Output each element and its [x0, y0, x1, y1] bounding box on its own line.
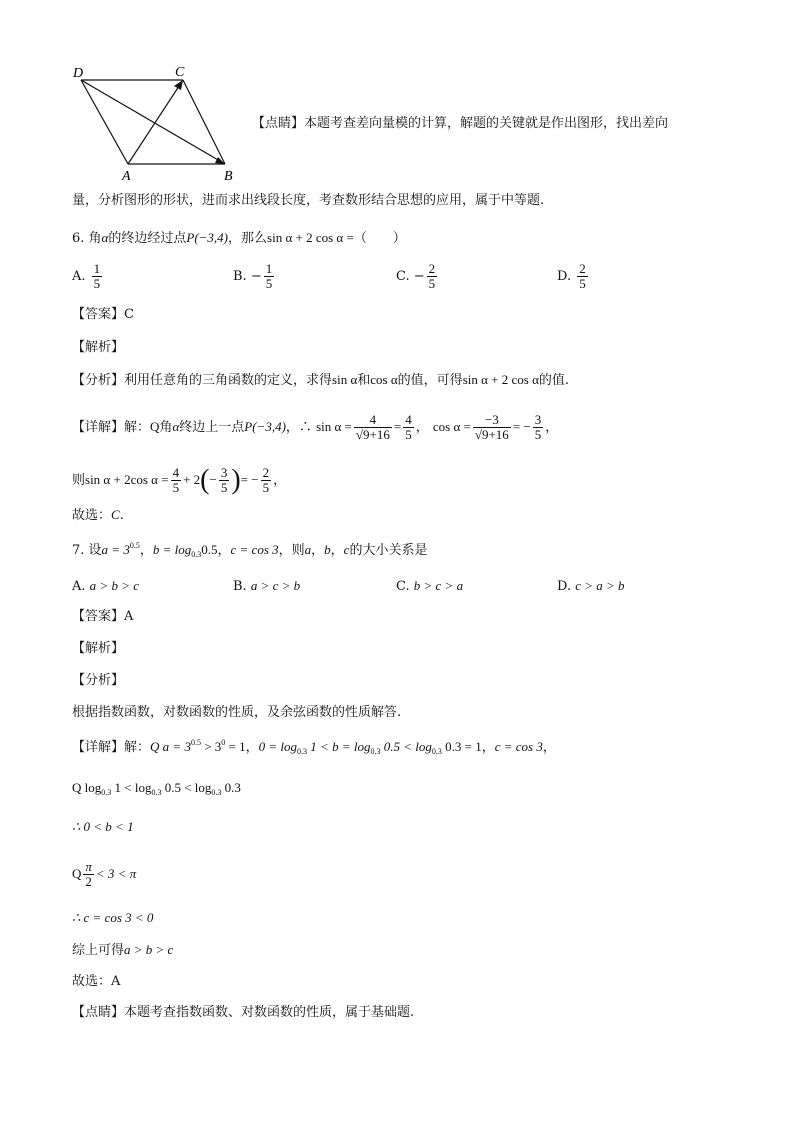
- q6-option-c-frac: [427, 262, 438, 291]
- q6-fenxi-cos: cos α: [370, 372, 398, 387]
- q7-va: a: [304, 542, 312, 557]
- q7-step2-sub3: 0.3: [211, 788, 222, 797]
- q6-detail-e: ，: [415, 420, 429, 435]
- q6-option-a-num: 1: [93, 261, 101, 276]
- q6-sin-den: √9+16: [355, 427, 390, 442]
- q7-step1-d-sub2: 0.3: [370, 747, 381, 756]
- q6-cos-num2: 3: [534, 412, 542, 427]
- q6-then-n1: 4: [172, 465, 180, 480]
- q7-step1-b: > 3: [200, 739, 222, 754]
- q6-stem-c: ，那么: [228, 231, 268, 246]
- q7-c-def: c = cos 3: [230, 542, 279, 557]
- q6-then-end: ，: [273, 473, 287, 488]
- q7-sep-1: ，: [139, 543, 153, 558]
- q7-sep-3: ，: [311, 543, 325, 558]
- q7-sum-expr: a > b > c: [124, 942, 174, 957]
- q6-fenxi-c: 的值.: [538, 373, 570, 388]
- q6-then-frac1: [171, 466, 182, 495]
- q7-step3: [72, 817, 134, 838]
- q6-sin-num: 4: [369, 412, 377, 427]
- q7-step2: [72, 778, 241, 799]
- q6-option-d-num: 2: [579, 261, 586, 276]
- q6-then-frac3: [261, 466, 272, 495]
- vector-AC: [128, 80, 183, 164]
- q7-step2-a: Q log: [72, 780, 102, 795]
- q7-option-d-expr: c > a > b: [575, 578, 625, 593]
- q6-fenxi-he: 和: [357, 373, 371, 388]
- q6-cos-eq: = −: [512, 419, 531, 434]
- q6-stem-a: 6. 角: [72, 231, 102, 246]
- q6-select-label: 故选：: [72, 508, 112, 523]
- q6-fenxi-expr: sin α + 2 cos α: [462, 372, 539, 387]
- q7-option-b: [233, 576, 300, 597]
- q6-option-d-den: 5: [579, 276, 586, 291]
- q6-sin-frac2: [403, 413, 414, 442]
- q6-fenxi-tag: 【分析】: [72, 373, 125, 388]
- q7-fenxi-text: [72, 703, 401, 723]
- q6-fenxi-sin: sin α: [332, 372, 358, 387]
- q6-detail-q: Q: [150, 419, 160, 434]
- q7-answer: [72, 607, 133, 627]
- comment-text-1: 本题考查差向量模的计算，解题的关键就是作出图形，找出差向: [304, 116, 669, 131]
- q6-detail-c: 终边上一点: [179, 420, 245, 435]
- q7-option-b-label: B.: [233, 579, 247, 594]
- q6-then: [72, 466, 286, 495]
- q6-cos-lhs: cos α =: [432, 419, 471, 434]
- q7-step4: [72, 860, 136, 889]
- q6-detail: [72, 413, 558, 442]
- q7-stem-b: ，则: [278, 543, 305, 558]
- q7-a-exp: 0.5: [129, 541, 140, 550]
- q7-detail: [72, 737, 556, 758]
- q6-detail-point: P(−3,4): [244, 419, 286, 434]
- q6-then-d3: 5: [262, 480, 270, 495]
- label-A: A: [122, 169, 131, 184]
- label-B: B: [224, 169, 233, 184]
- q6-stem-b: 的终边经过点: [108, 231, 187, 246]
- q7-b-sub: 0.3: [191, 550, 202, 559]
- q7-stem-c: 的大小关系是: [349, 543, 428, 558]
- parallelogram-figure: [70, 62, 240, 184]
- edge-DA: [81, 80, 128, 164]
- q6-option-b-sign: −: [250, 269, 262, 284]
- q6-answer-tag: 【答案】: [72, 307, 125, 322]
- q7-step1-d2: 1 < b = log: [307, 739, 371, 754]
- q6-cos-num: −3: [484, 412, 499, 427]
- q6-then-a: 则: [72, 473, 86, 488]
- q6-alpha: α: [101, 230, 109, 245]
- q7-step1-exp: 0.5: [190, 738, 201, 747]
- q6-detail-b: 角: [159, 420, 173, 435]
- q7-step1: Q a = 3: [150, 739, 191, 754]
- q7-b-arg: 0.5: [201, 542, 218, 557]
- q7-comment-tag: 【点睛】: [72, 1005, 125, 1020]
- q6-stem-d: （ ）: [353, 231, 406, 246]
- q6-then-neg: −: [209, 472, 217, 487]
- prev-comment-line2: [72, 191, 544, 211]
- q7-a-def: a = 3: [101, 542, 130, 557]
- q6-option-c: [396, 262, 439, 291]
- q7-option-c-label: C.: [396, 579, 410, 594]
- q7-vc: c: [343, 542, 350, 557]
- q7-detail-sep2: ，: [481, 740, 495, 755]
- q7-option-b-expr: a > c > b: [250, 578, 301, 593]
- q7-option-a: [72, 576, 139, 597]
- q7-step2-b: 1 < log: [111, 780, 152, 795]
- q7-step1-d3: 0.5 < log: [380, 739, 432, 754]
- q7-step1-e: c = cos 3: [494, 739, 543, 754]
- q6-point: P(−3,4): [186, 230, 229, 245]
- q6-expr: sin α + 2 cos α =: [267, 230, 354, 245]
- q6-then-plus: + 2: [183, 472, 201, 487]
- q7-step5: [72, 908, 153, 929]
- q6-option-b-label: B.: [233, 269, 247, 284]
- q7-option-c-expr: b > c > a: [413, 578, 464, 593]
- q7-vb: b: [324, 542, 331, 557]
- q7-sep-4: ，: [330, 543, 344, 558]
- q6-jiexi-tag: 【解析】: [72, 340, 125, 355]
- q7-step4-q: Q: [72, 866, 82, 881]
- label-D: D: [73, 66, 84, 81]
- q7-comment: [72, 1003, 414, 1023]
- q7-select-text: 故选：A: [72, 974, 121, 989]
- q7-option-d: [557, 576, 625, 597]
- q7-sum-a: 综上可得: [72, 943, 125, 958]
- q7-stem: [72, 540, 427, 561]
- q7-fenxi: [72, 671, 124, 691]
- comment-text-2: 量，分析图形的形状，进而求出线段长度，考查数形结合思想的应用，属于中等题.: [72, 193, 545, 208]
- q6-detail-tag: 【详解】: [72, 420, 125, 435]
- q6-option-b-den: 5: [265, 276, 273, 291]
- q6-sin-lhs: sin α =: [316, 419, 352, 434]
- q6-option-b-num: 1: [265, 261, 273, 276]
- q6-jiexi: [72, 338, 124, 358]
- q6-detail-d: ，∴: [285, 420, 312, 435]
- q6-sin-den2: 5: [405, 427, 412, 442]
- q6-answer: [72, 305, 134, 325]
- q7-summary: [72, 940, 173, 961]
- q7-detail-tag: 【详解】: [72, 740, 125, 755]
- q7-option-a-label: A.: [72, 579, 86, 594]
- prev-comment-line1: [252, 114, 668, 134]
- q6-select-end: .: [119, 508, 124, 523]
- q7-step2-d: 0.3: [221, 780, 241, 795]
- q6-sin-num2: 4: [405, 412, 412, 427]
- q6-then-d2: 5: [220, 480, 228, 495]
- q7-step2-c: 0.5 < log: [161, 780, 212, 795]
- q6-select-value: C: [111, 507, 120, 522]
- q7-step1-d-sub3: 0.3: [431, 747, 442, 756]
- q7-option-a-expr: a > b > c: [89, 578, 139, 593]
- q6-sin-eq: =: [393, 419, 402, 434]
- q7-jiexi-tag: 【解析】: [72, 641, 125, 656]
- q7-jiexi: [72, 639, 124, 659]
- q7-option-d-label: D.: [557, 579, 572, 594]
- q7-b-def: b = log: [152, 542, 192, 557]
- q7-select: [72, 972, 120, 992]
- q6-option-a-label: A.: [72, 269, 86, 284]
- q7-option-c: [396, 576, 463, 597]
- q6-paren-right: ): [231, 464, 241, 496]
- q6-cos-den2: 5: [534, 427, 542, 442]
- q6-stem: [72, 228, 406, 249]
- q7-fenxi-body: 根据指数函数，对数函数的性质，及余弦函数的性质解答.: [72, 705, 402, 720]
- q7-step1-d4: 0.3 = 1: [441, 739, 482, 754]
- q7-detail-sep3: ，: [542, 740, 556, 755]
- q7-step1-c: = 1: [225, 739, 246, 754]
- q6-option-a-frac: [92, 262, 103, 291]
- q6-paren-left: (: [200, 464, 210, 496]
- q7-step4-frac: [83, 860, 94, 889]
- q6-option-c-label: C.: [396, 269, 410, 284]
- q7-answer-tag: 【答案】: [72, 609, 125, 624]
- q6-select: [72, 505, 124, 526]
- q7-stem-a: 7. 设: [72, 543, 102, 558]
- q6-detail-f: ，: [545, 420, 559, 435]
- q7-step1-exp2: 0: [221, 738, 226, 747]
- q6-option-d-frac: [577, 262, 588, 291]
- q6-option-c-den: 5: [428, 276, 436, 291]
- q7-step5-text: ∴ c = cos 3 < 0: [72, 910, 154, 925]
- q7-detail-sep1: ，: [245, 740, 259, 755]
- q7-step4-den: 2: [83, 874, 94, 889]
- q6-option-d-label: D.: [557, 269, 572, 284]
- q6-cos-frac: [473, 413, 511, 442]
- q6-fenxi-a: 利用任意角的三角函数的定义，求得: [124, 373, 333, 388]
- q7-answer-value: A: [124, 609, 134, 624]
- q6-option-a-den: 5: [93, 276, 101, 291]
- q6-then-frac2: [219, 466, 230, 495]
- q6-then-n3: 2: [262, 465, 270, 480]
- q6-cos-frac2: [533, 413, 544, 442]
- q7-detail-a: 解：: [124, 740, 151, 755]
- q6-cos-den: √9+16: [474, 427, 509, 442]
- q6-answer-value: C: [124, 307, 134, 322]
- q6-fenxi: [72, 370, 569, 391]
- q6-fenxi-b: 的值，可得: [397, 373, 463, 388]
- q6-sin-frac: [354, 413, 392, 442]
- q6-detail-alpha: α: [172, 419, 180, 434]
- label-C: C: [175, 65, 185, 80]
- q6-then-eq: = −: [240, 472, 259, 487]
- q7-step1-d-sub: 0.3: [297, 747, 308, 756]
- q7-comment-text: 本题考查指数函数、对数函数的性质，属于基础题.: [124, 1005, 415, 1020]
- q6-then-expr: sin α + 2cos α =: [85, 472, 169, 487]
- q6-option-c-sign: −: [413, 269, 425, 284]
- q7-step4-num: π: [85, 859, 92, 874]
- q6-option-b-frac: [264, 262, 275, 291]
- q6-then-d1: 5: [172, 480, 180, 495]
- q7-step1-d: 0 = log: [258, 739, 298, 754]
- q6-option-b: [233, 262, 276, 291]
- q6-option-a: [72, 262, 104, 291]
- q7-step2-sub: 0.3: [101, 788, 112, 797]
- q7-fenxi-tag: 【分析】: [72, 673, 125, 688]
- q7-step3-text: ∴ 0 < b < 1: [72, 819, 134, 834]
- q7-sep-2: ，: [217, 543, 231, 558]
- q7-step2-sub2: 0.3: [151, 788, 162, 797]
- comment-tag: 【点睛】: [252, 116, 305, 131]
- q6-option-d: [557, 262, 590, 291]
- q6-option-c-num: 2: [428, 261, 436, 276]
- q6-then-n2: 3: [220, 465, 228, 480]
- q7-step4-rest: < 3 < π: [95, 866, 137, 881]
- arrowhead-C: [174, 80, 183, 90]
- q6-detail-a: 解：: [124, 420, 151, 435]
